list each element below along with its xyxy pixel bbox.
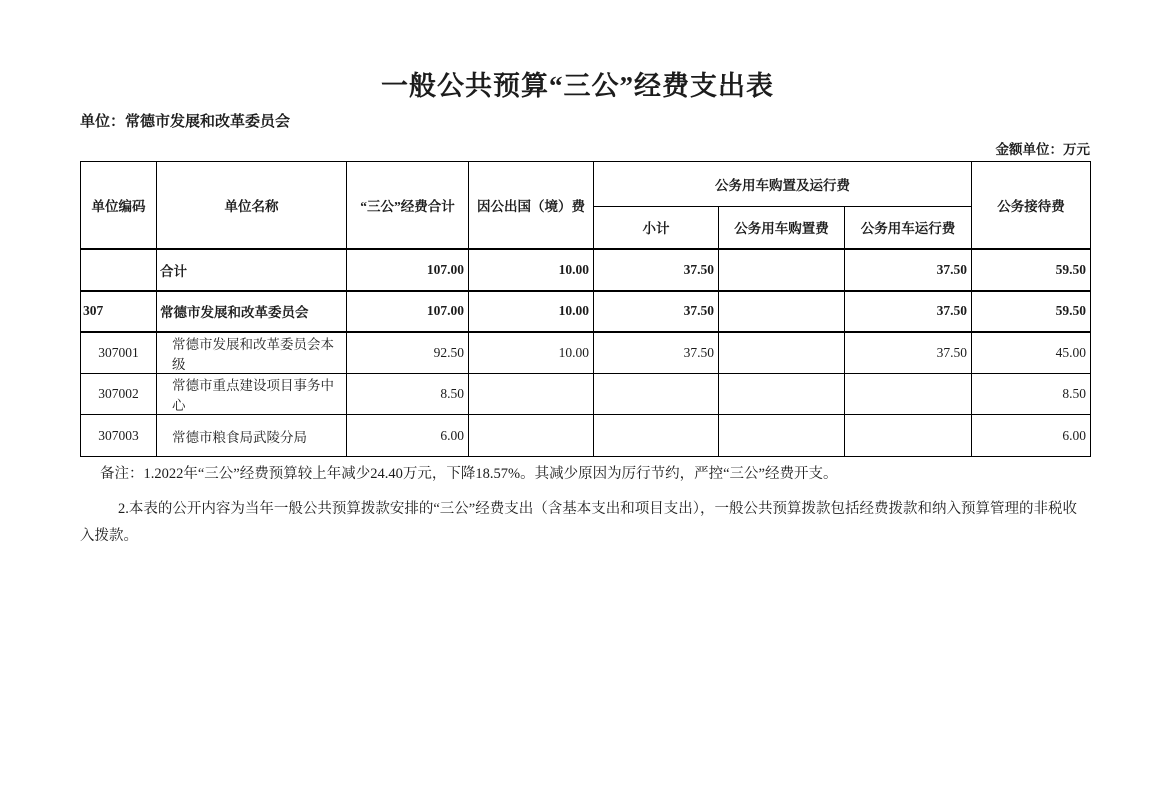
- cell-abroad: 10.00: [469, 332, 594, 374]
- cell-purchase: [719, 249, 845, 291]
- cell-total: 6.00: [347, 415, 469, 457]
- cell-purchase: [719, 374, 845, 415]
- table-row-sub-unit: [81, 332, 1091, 374]
- cell-operation: [845, 415, 972, 457]
- budget-table: [80, 161, 1091, 457]
- cell-operation: 37.50: [845, 332, 972, 374]
- footnotes: [80, 461, 1090, 550]
- cell-name: 常德市发展和改革委员会: [157, 291, 347, 332]
- header-vehicle-subtotal: 小计: [594, 207, 719, 249]
- cell-name: 常德市粮食局武陵分局: [157, 415, 347, 457]
- cell-abroad: [469, 374, 594, 415]
- cell-reception: 59.50: [972, 291, 1091, 332]
- cell-reception: 59.50: [972, 249, 1091, 291]
- amount-unit-label: 金额单位：万元: [995, 142, 1090, 157]
- cell-abroad: 10.00: [469, 291, 594, 332]
- cell-purchase: [719, 332, 845, 374]
- header-abroad-fee: 因公出国（境）费: [469, 162, 594, 249]
- page-title: 一般公共预算“三公”经费支出表: [381, 71, 774, 101]
- table-row-total: [81, 249, 1091, 291]
- cell-subtotal: 37.50: [594, 332, 719, 374]
- cell-reception: 45.00: [972, 332, 1091, 374]
- header-unit-name: 单位名称: [157, 162, 347, 249]
- cell-subtotal: [594, 415, 719, 457]
- cell-reception: 6.00: [972, 415, 1091, 457]
- cell-code: 307002: [81, 374, 157, 415]
- table-row-department: [81, 291, 1091, 332]
- cell-purchase: [719, 415, 845, 457]
- cell-name: 常德市发展和改革委员会本级: [157, 332, 347, 374]
- cell-purchase: [719, 291, 845, 332]
- header-vehicle-group: 公务用车购置及运行费: [594, 162, 972, 207]
- header-vehicle-operation: 公务用车运行费: [845, 207, 972, 249]
- cell-operation: [845, 374, 972, 415]
- cell-total: 107.00: [347, 249, 469, 291]
- cell-total: 107.00: [347, 291, 469, 332]
- table-row-sub-unit: [81, 415, 1091, 457]
- cell-total: 92.50: [347, 332, 469, 374]
- cell-code: [81, 249, 157, 291]
- header-unit-code: 单位编码: [81, 162, 157, 249]
- footnote-1: 备注：1.2022年“三公”经费预算较上年减少24.40万元，下降18.57%。其减少原因为厉行节约，严控“三公”经费开支。: [100, 466, 838, 482]
- cell-abroad: 10.00: [469, 249, 594, 291]
- table-row-sub-unit: [81, 374, 1091, 415]
- cell-total: 8.50: [347, 374, 469, 415]
- footnote-2: 2.本表的公开内容为当年一般公共预算拨款安排的“三公”经费支出（含基本支出和项目支出），一般公共预算拨款包括经费拨款和纳入预算管理的非税收入拨款。: [80, 501, 1077, 544]
- cell-subtotal: [594, 374, 719, 415]
- cell-code: 307001: [81, 332, 157, 374]
- cell-reception: 8.50: [972, 374, 1091, 415]
- unit-label: 单位：常德市发展和改革委员会: [80, 114, 291, 130]
- cell-name: 常德市重点建设项目事务中心: [157, 374, 347, 415]
- header-reception-fee: 公务接待费: [972, 162, 1091, 249]
- cell-subtotal: 37.50: [594, 249, 719, 291]
- cell-name: 合计: [157, 249, 347, 291]
- cell-operation: 37.50: [845, 249, 972, 291]
- cell-operation: 37.50: [845, 291, 972, 332]
- cell-abroad: [469, 415, 594, 457]
- cell-code: 307: [81, 291, 157, 332]
- cell-subtotal: 37.50: [594, 291, 719, 332]
- header-three-public-total: “三公”经费合计: [347, 162, 469, 249]
- header-vehicle-purchase: 公务用车购置费: [719, 207, 845, 249]
- cell-code: 307003: [81, 415, 157, 457]
